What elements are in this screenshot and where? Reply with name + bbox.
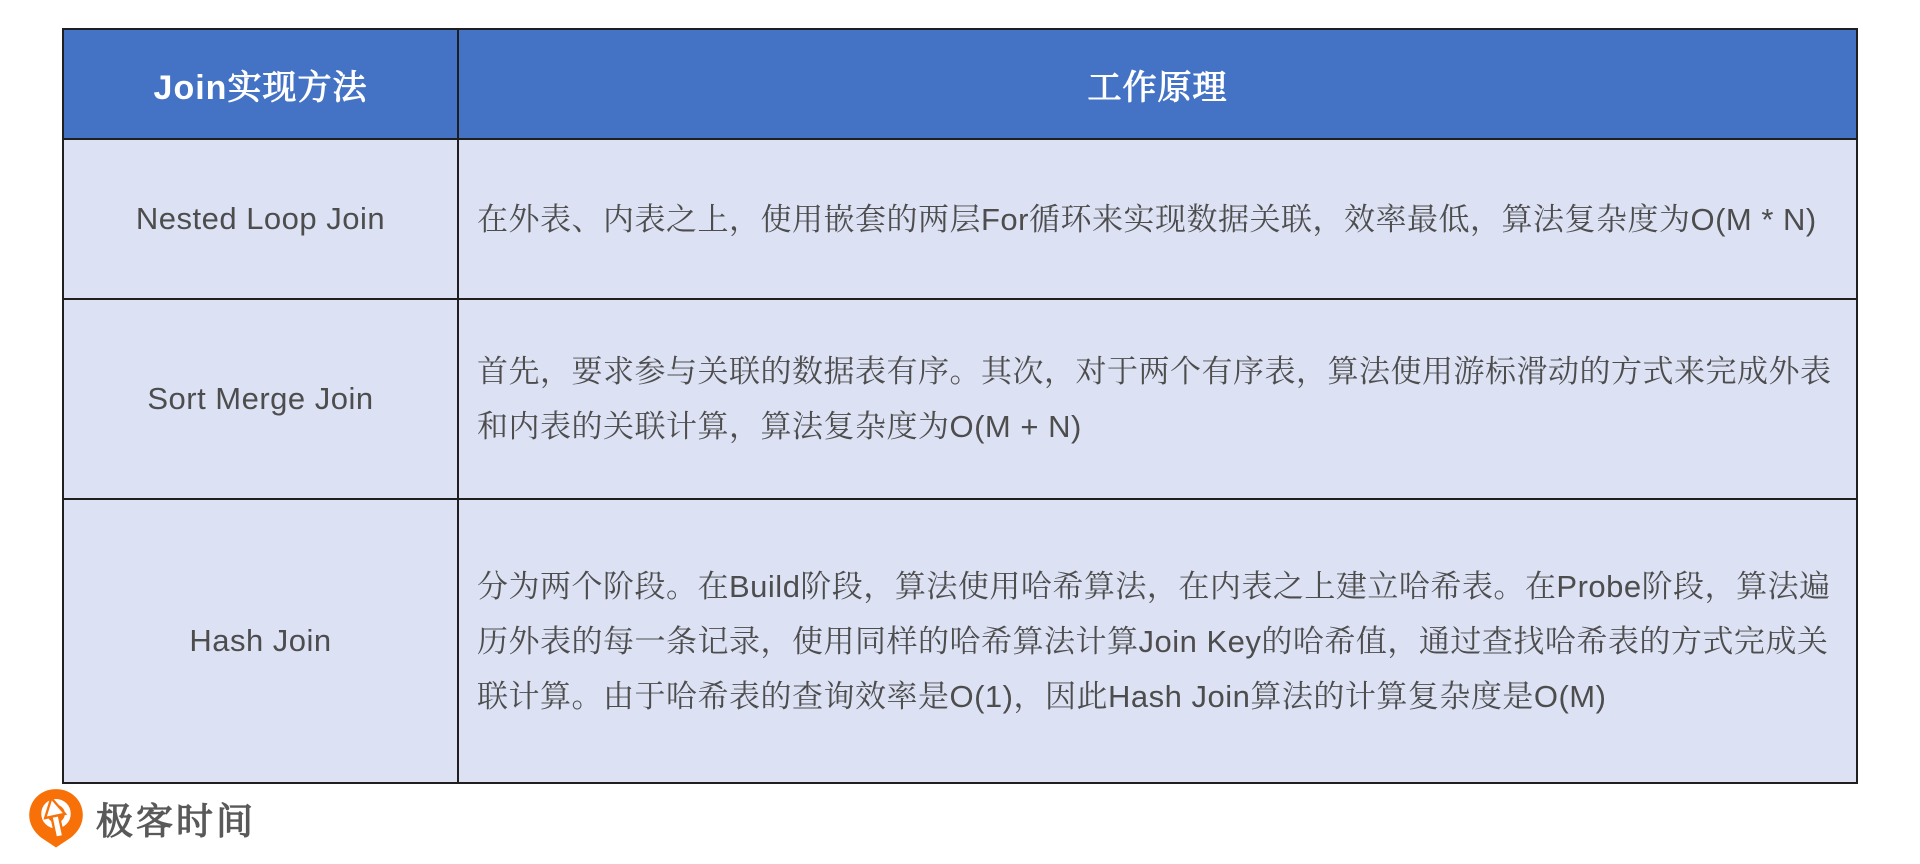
principle-cell: 分为两个阶段。在Build阶段，算法使用哈希算法，在内表之上建立哈希表。在Probe阶段，算法遍历外表的每一条记录，使用同样的哈希算法计算Join Key的哈希值，通过查找哈希表的方式完成关联计算。由于哈希表的查询效率是O(1)，因此Hash Join算法的计算复杂度是O(M)	[458, 499, 1857, 783]
principle-cell: 首先，要求参与关联的数据表有序。其次，对于两个有序表，算法使用游标滑动的方式来完成外表和内表的关联计算，算法复杂度为O(M + N)	[458, 299, 1857, 499]
column-header-principle: 工作原理	[458, 29, 1857, 139]
principle-cell: 在外表、内表之上，使用嵌套的两层For循环来实现数据关联，效率最低，算法复杂度为O(M * N)	[458, 139, 1857, 299]
table-row-hash-join	[63, 499, 1857, 783]
method-cell: Sort Merge Join	[63, 299, 458, 499]
method-cell: Nested Loop Join	[63, 139, 458, 299]
brand-logo-text: 极客时间	[96, 801, 256, 842]
column-header-method: Join实现方法	[63, 29, 458, 139]
method-cell: Hash Join	[63, 499, 458, 783]
brand-footer	[28, 788, 256, 848]
join-methods-table	[62, 28, 1858, 784]
table-row-nested-loop-join	[63, 139, 1857, 299]
table-header-row	[63, 29, 1857, 139]
table-row-sort-merge-join	[63, 299, 1857, 499]
geektime-logo-icon	[28, 788, 84, 848]
